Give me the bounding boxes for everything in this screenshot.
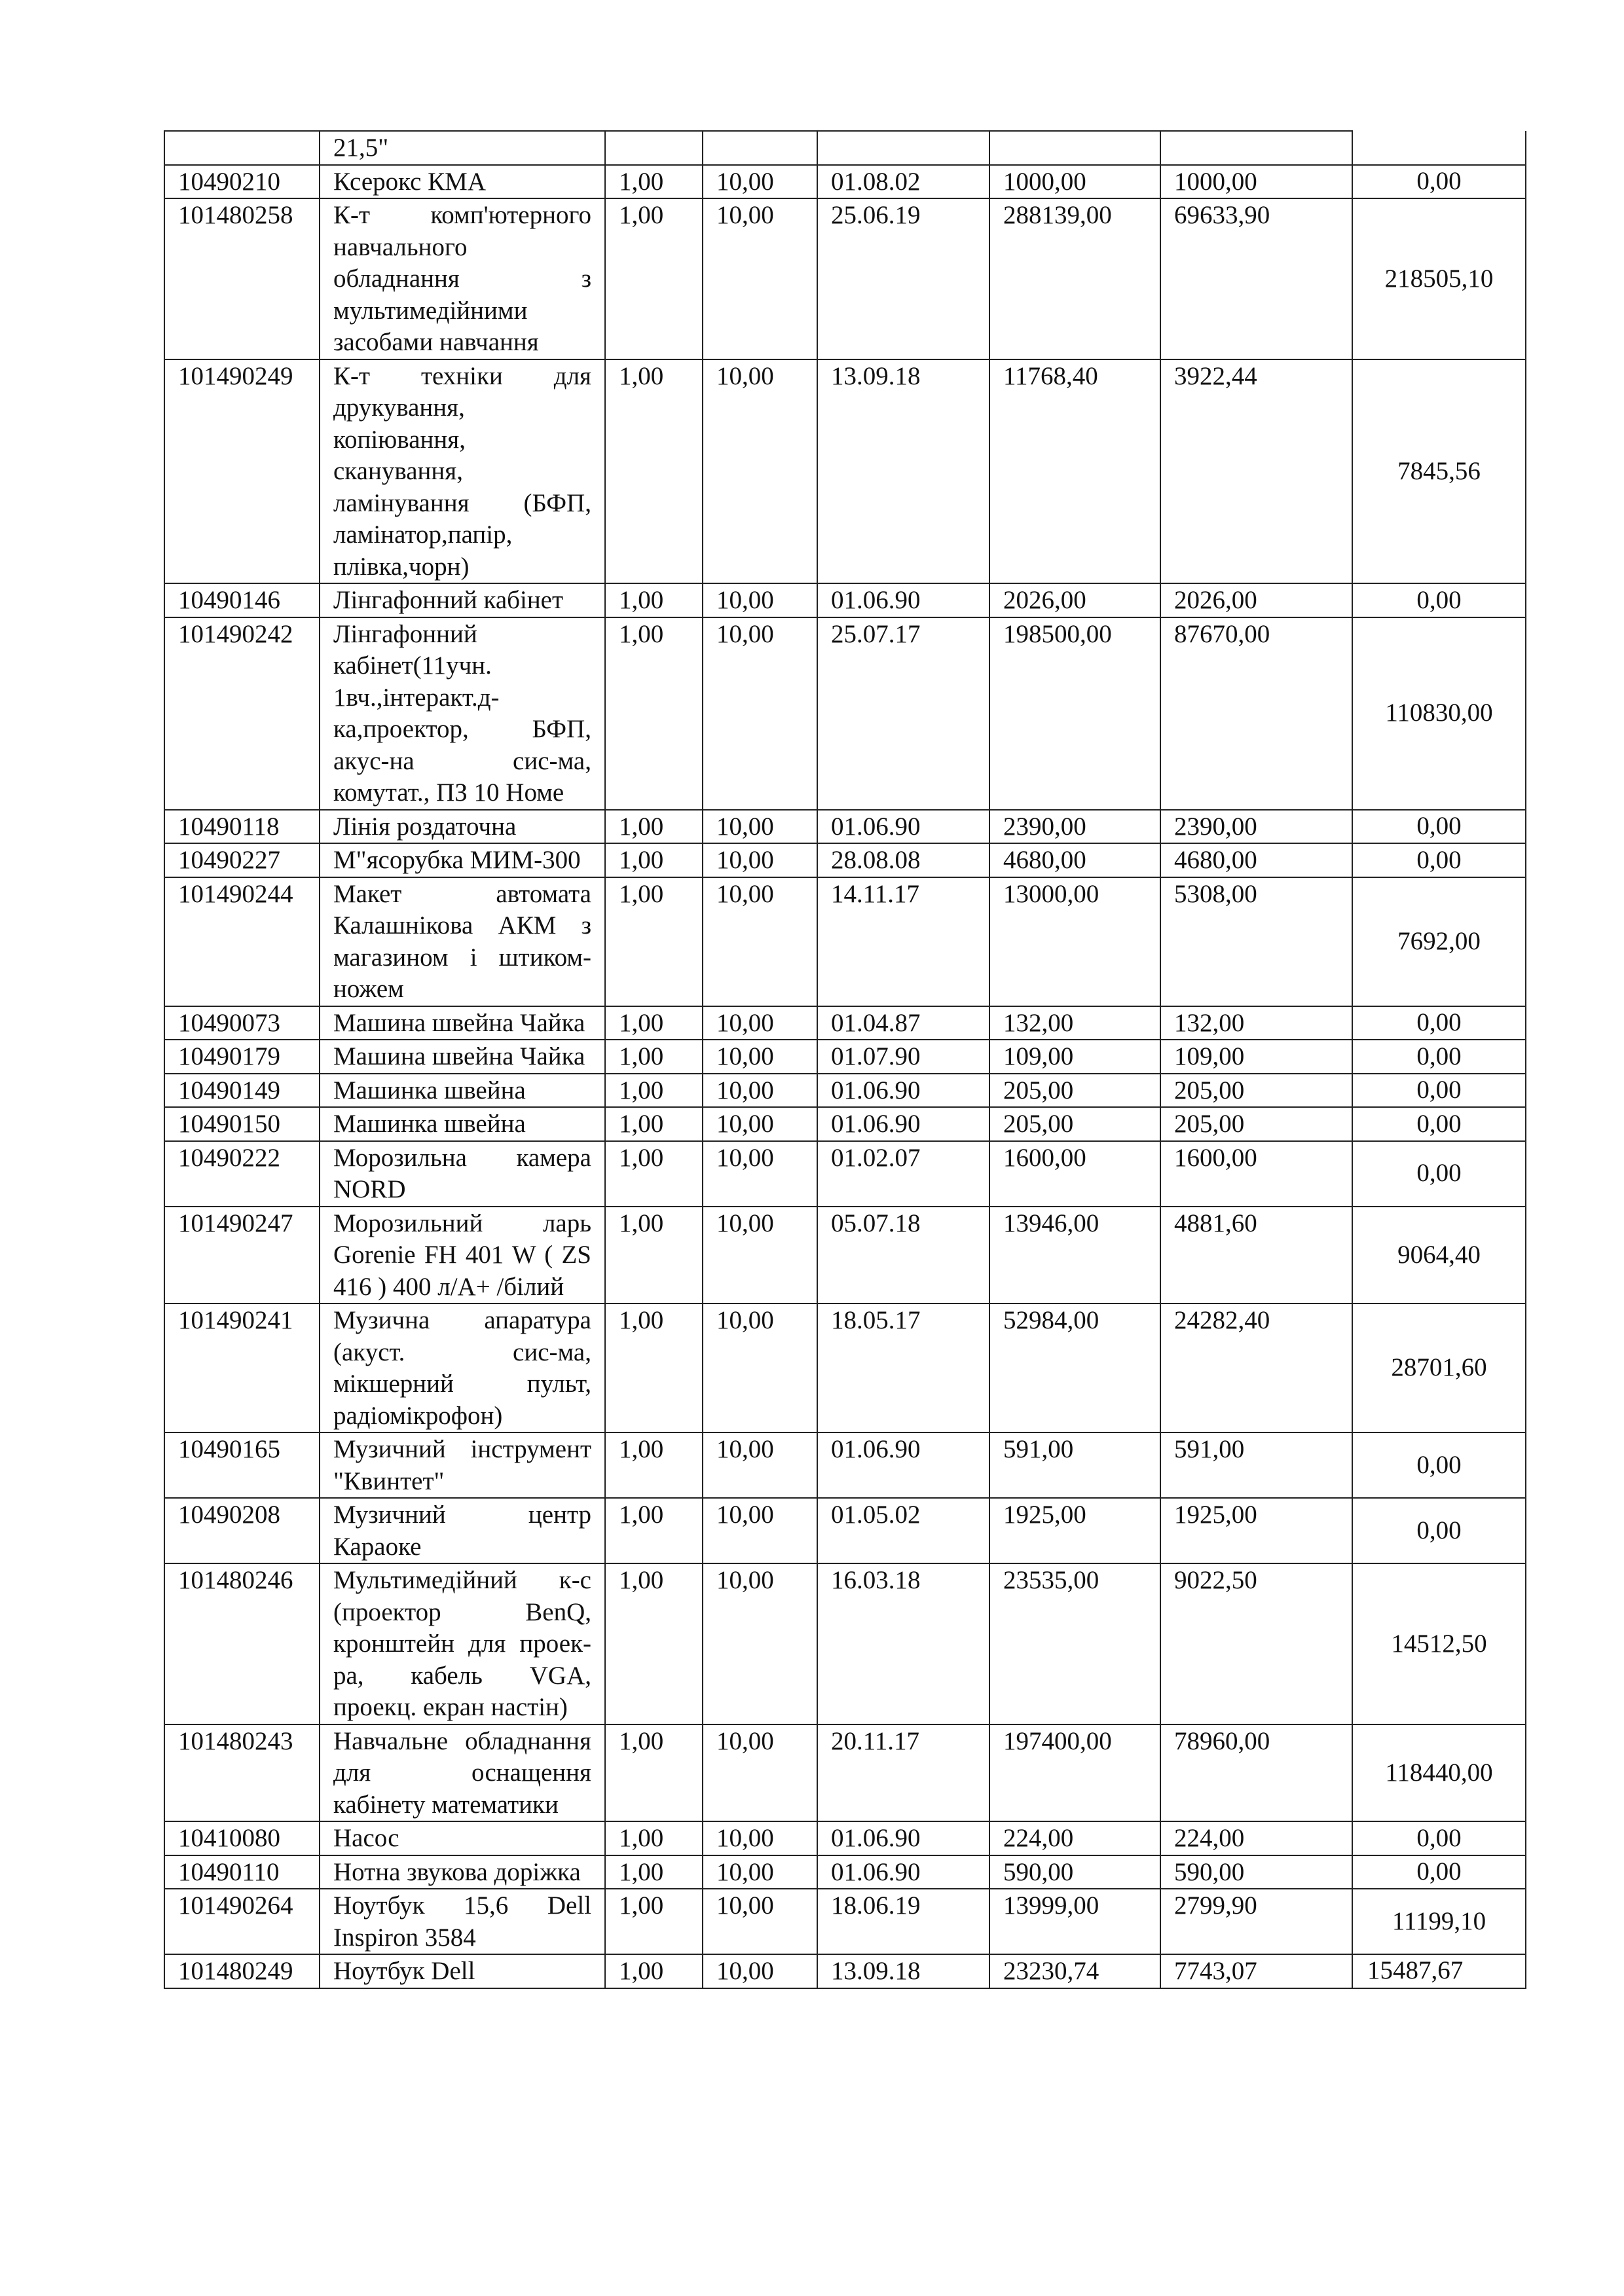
- quantity-cell: 1,00: [605, 1432, 703, 1498]
- residual-value-cell: 28701,60: [1352, 1303, 1526, 1432]
- depreciation-cell: 2390,00: [1160, 810, 1352, 844]
- inventory-code-cell: 101490241: [164, 1303, 320, 1432]
- quantity-cell: 1,00: [605, 165, 703, 199]
- table-row: [164, 1954, 1526, 1988]
- inventory-table-body: [164, 131, 1526, 1988]
- depreciation-cell: 591,00: [1160, 1432, 1352, 1498]
- residual-value-cell: 0,00: [1352, 165, 1526, 199]
- item-name-cell: Макет автомата Калашнікова АКМ з магазином і штиком-ножем: [320, 877, 605, 1006]
- inventory-code-cell: 101490247: [164, 1207, 320, 1304]
- table-row: [164, 165, 1526, 199]
- table-row: [164, 810, 1526, 844]
- wear-rate-cell: 10,00: [703, 1954, 817, 1988]
- wear-rate-cell: 10,00: [703, 1006, 817, 1040]
- item-name-cell: Морозильний ларь Gorenie FH 401 W ( ZS 416 ) 400 л/А+ /білий: [320, 1207, 605, 1304]
- quantity-cell: 1,00: [605, 1107, 703, 1141]
- commission-date-cell: 01.06.90: [817, 1107, 989, 1141]
- depreciation-cell: 2026,00: [1160, 583, 1352, 617]
- table-row: [164, 198, 1526, 359]
- inventory-code-cell: 10490222: [164, 1141, 320, 1207]
- commission-date-cell: 13.09.18: [817, 359, 989, 584]
- residual-value-cell: 0,00: [1352, 1432, 1526, 1498]
- depreciation-cell: 2799,90: [1160, 1889, 1352, 1954]
- wear-rate-cell: 10,00: [703, 843, 817, 877]
- inventory-code-cell: 101480243: [164, 1724, 320, 1822]
- residual-value-cell: 0,00: [1352, 843, 1526, 877]
- inventory-code-cell: 10410080: [164, 1821, 320, 1855]
- item-name-cell: Машина швейна Чайка: [320, 1006, 605, 1040]
- commission-date-cell: 16.03.18: [817, 1563, 989, 1724]
- quantity-cell: 1,00: [605, 1724, 703, 1822]
- quantity-cell: 1,00: [605, 1207, 703, 1304]
- depreciation-cell: 4881,60: [1160, 1207, 1352, 1304]
- quantity-cell: 1,00: [605, 359, 703, 584]
- wear-rate-cell: 10,00: [703, 583, 817, 617]
- wear-rate-cell: 10,00: [703, 198, 817, 359]
- table-row: [164, 1141, 1526, 1207]
- initial-cost-cell: 13946,00: [989, 1207, 1160, 1304]
- initial-cost-cell: 591,00: [989, 1432, 1160, 1498]
- wear-rate-cell: 10,00: [703, 1724, 817, 1822]
- depreciation-cell: 78960,00: [1160, 1724, 1352, 1822]
- initial-cost-cell: 23535,00: [989, 1563, 1160, 1724]
- item-name-cell: М"ясорубка МИМ-300: [320, 843, 605, 877]
- quantity-cell: [605, 131, 703, 165]
- depreciation-cell: 590,00: [1160, 1855, 1352, 1889]
- quantity-cell: 1,00: [605, 1006, 703, 1040]
- quantity-cell: 1,00: [605, 1889, 703, 1954]
- initial-cost-cell: 1600,00: [989, 1141, 1160, 1207]
- table-row: [164, 131, 1526, 165]
- item-name-cell: Машинка швейна: [320, 1107, 605, 1141]
- item-name-cell: Лінія роздаточна: [320, 810, 605, 844]
- depreciation-cell: 4680,00: [1160, 843, 1352, 877]
- residual-value-cell: 14512,50: [1352, 1563, 1526, 1724]
- inventory-code-cell: [164, 131, 320, 165]
- residual-value-cell: 11199,10: [1352, 1889, 1526, 1954]
- inventory-code-cell: 10490110: [164, 1855, 320, 1889]
- quantity-cell: 1,00: [605, 1855, 703, 1889]
- inventory-code-cell: 101480258: [164, 198, 320, 359]
- initial-cost-cell: 197400,00: [989, 1724, 1160, 1822]
- quantity-cell: 1,00: [605, 1821, 703, 1855]
- quantity-cell: 1,00: [605, 877, 703, 1006]
- inventory-code-cell: 10490118: [164, 810, 320, 844]
- commission-date-cell: 01.07.90: [817, 1040, 989, 1074]
- quantity-cell: 1,00: [605, 1141, 703, 1207]
- table-row: [164, 1821, 1526, 1855]
- table-row: [164, 1724, 1526, 1822]
- inventory-code-cell: 10490149: [164, 1074, 320, 1108]
- wear-rate-cell: 10,00: [703, 877, 817, 1006]
- initial-cost-cell: 590,00: [989, 1855, 1160, 1889]
- initial-cost-cell: 198500,00: [989, 617, 1160, 810]
- residual-value-cell: 0,00: [1352, 1040, 1526, 1074]
- depreciation-cell: 7743,07: [1160, 1954, 1352, 1988]
- commission-date-cell: 01.05.02: [817, 1498, 989, 1563]
- table-row: [164, 1040, 1526, 1074]
- wear-rate-cell: 10,00: [703, 1821, 817, 1855]
- initial-cost-cell: 1925,00: [989, 1498, 1160, 1563]
- residual-value-cell: 0,00: [1352, 810, 1526, 844]
- wear-rate-cell: 10,00: [703, 810, 817, 844]
- depreciation-cell: 1925,00: [1160, 1498, 1352, 1563]
- depreciation-cell: 24282,40: [1160, 1303, 1352, 1432]
- initial-cost-cell: 205,00: [989, 1107, 1160, 1141]
- item-name-cell: Музичний центр Караоке: [320, 1498, 605, 1563]
- initial-cost-cell: 109,00: [989, 1040, 1160, 1074]
- initial-cost-cell: 4680,00: [989, 843, 1160, 877]
- item-name-cell: Ноутбук Dell: [320, 1954, 605, 1988]
- depreciation-cell: [1160, 131, 1352, 165]
- quantity-cell: 1,00: [605, 1303, 703, 1432]
- initial-cost-cell: 1000,00: [989, 165, 1160, 199]
- item-name-cell: Музичний інструмент "Квинтет": [320, 1432, 605, 1498]
- wear-rate-cell: [703, 131, 817, 165]
- table-row: [164, 1889, 1526, 1954]
- commission-date-cell: 13.09.18: [817, 1954, 989, 1988]
- quantity-cell: 1,00: [605, 1954, 703, 1988]
- quantity-cell: 1,00: [605, 1074, 703, 1108]
- initial-cost-cell: 288139,00: [989, 198, 1160, 359]
- inventory-code-cell: 10490179: [164, 1040, 320, 1074]
- commission-date-cell: 01.08.02: [817, 165, 989, 199]
- item-name-cell: Ксерокс КМА: [320, 165, 605, 199]
- item-name-cell: Ноутбук 15,6 Dell Inspiron 3584: [320, 1889, 605, 1954]
- initial-cost-cell: 2390,00: [989, 810, 1160, 844]
- wear-rate-cell: 10,00: [703, 1855, 817, 1889]
- inventory-table: [164, 130, 1526, 1989]
- table-row: [164, 877, 1526, 1006]
- wear-rate-cell: 10,00: [703, 1498, 817, 1563]
- wear-rate-cell: 10,00: [703, 1040, 817, 1074]
- commission-date-cell: 25.06.19: [817, 198, 989, 359]
- residual-value-cell: 0,00: [1352, 1107, 1526, 1141]
- commission-date-cell: 18.06.19: [817, 1889, 989, 1954]
- initial-cost-cell: 205,00: [989, 1074, 1160, 1108]
- initial-cost-cell: 52984,00: [989, 1303, 1160, 1432]
- item-name-cell: К-т техніки для друкування, копіювання, сканування, ламінування (БФП, ламінатор,папір, плівка,чорн): [320, 359, 605, 584]
- residual-value-cell: 0,00: [1352, 1821, 1526, 1855]
- quantity-cell: 1,00: [605, 1040, 703, 1074]
- wear-rate-cell: 10,00: [703, 1432, 817, 1498]
- inventory-code-cell: 10490150: [164, 1107, 320, 1141]
- residual-value-cell: 0,00: [1352, 1855, 1526, 1889]
- initial-cost-cell: 224,00: [989, 1821, 1160, 1855]
- table-row: [164, 583, 1526, 617]
- item-name-cell: Морозильна камера NORD: [320, 1141, 605, 1207]
- residual-value-cell: 0,00: [1352, 1141, 1526, 1207]
- table-row: [164, 1074, 1526, 1108]
- table-row: [164, 843, 1526, 877]
- depreciation-cell: 1600,00: [1160, 1141, 1352, 1207]
- wear-rate-cell: 10,00: [703, 617, 817, 810]
- depreciation-cell: 9022,50: [1160, 1563, 1352, 1724]
- item-name-cell: К-т комп'ютерного навчального обладнання з мультимедійними засобами навчання: [320, 198, 605, 359]
- table-row: [164, 359, 1526, 584]
- residual-value-cell: 110830,00: [1352, 617, 1526, 810]
- depreciation-cell: 109,00: [1160, 1040, 1352, 1074]
- initial-cost-cell: 13999,00: [989, 1889, 1160, 1954]
- initial-cost-cell: 23230,74: [989, 1954, 1160, 1988]
- residual-value-cell: 0,00: [1352, 1006, 1526, 1040]
- depreciation-cell: 5308,00: [1160, 877, 1352, 1006]
- residual-value-cell: 7845,56: [1352, 359, 1526, 584]
- residual-value-cell: 15487,67: [1352, 1954, 1526, 1988]
- inventory-code-cell: 101490242: [164, 617, 320, 810]
- initial-cost-cell: 11768,40: [989, 359, 1160, 584]
- commission-date-cell: 01.06.90: [817, 1855, 989, 1889]
- commission-date-cell: 20.11.17: [817, 1724, 989, 1822]
- inventory-code-cell: 10490227: [164, 843, 320, 877]
- commission-date-cell: 01.06.90: [817, 1432, 989, 1498]
- residual-value-cell: 0,00: [1352, 583, 1526, 617]
- table-row: [164, 617, 1526, 810]
- item-name-cell: Лінгафонний кабінет: [320, 583, 605, 617]
- depreciation-cell: 87670,00: [1160, 617, 1352, 810]
- inventory-code-cell: 101480249: [164, 1954, 320, 1988]
- item-name-cell: Лінгафонний кабінет(11учн. 1вч.,інтеракт.д-ка,проектор, БФП, акус-на сис-ма, комутат., ПЗ 10 Номе: [320, 617, 605, 810]
- depreciation-cell: 224,00: [1160, 1821, 1352, 1855]
- commission-date-cell: 14.11.17: [817, 877, 989, 1006]
- wear-rate-cell: 10,00: [703, 1141, 817, 1207]
- inventory-code-cell: 10490146: [164, 583, 320, 617]
- item-name-cell: Мультимедійний к-с (проектор BenQ, кронштейн для проек-ра, кабель VGA, проекц. екран настін): [320, 1563, 605, 1724]
- quantity-cell: 1,00: [605, 583, 703, 617]
- item-name-cell: Навчальне обладнання для оснащення кабінету математики: [320, 1724, 605, 1822]
- initial-cost-cell: [989, 131, 1160, 165]
- quantity-cell: 1,00: [605, 198, 703, 359]
- commission-date-cell: 18.05.17: [817, 1303, 989, 1432]
- initial-cost-cell: 13000,00: [989, 877, 1160, 1006]
- depreciation-cell: 205,00: [1160, 1074, 1352, 1108]
- wear-rate-cell: 10,00: [703, 1563, 817, 1724]
- item-name-cell: Музична апаратура (акуст. сис-ма, мікшерний пульт, радіомікрофон): [320, 1303, 605, 1432]
- initial-cost-cell: 2026,00: [989, 583, 1160, 617]
- commission-date-cell: 01.06.90: [817, 810, 989, 844]
- wear-rate-cell: 10,00: [703, 1074, 817, 1108]
- quantity-cell: 1,00: [605, 843, 703, 877]
- depreciation-cell: 132,00: [1160, 1006, 1352, 1040]
- commission-date-cell: 25.07.17: [817, 617, 989, 810]
- quantity-cell: 1,00: [605, 1498, 703, 1563]
- residual-value-cell: 0,00: [1352, 1074, 1526, 1108]
- wear-rate-cell: 10,00: [703, 1889, 817, 1954]
- commission-date-cell: 01.06.90: [817, 1821, 989, 1855]
- inventory-code-cell: 101490264: [164, 1889, 320, 1954]
- wear-rate-cell: 10,00: [703, 165, 817, 199]
- inventory-code-cell: 10490073: [164, 1006, 320, 1040]
- table-row: [164, 1107, 1526, 1141]
- table-row: [164, 1563, 1526, 1724]
- item-name-cell: Машинка швейна: [320, 1074, 605, 1108]
- commission-date-cell: 01.04.87: [817, 1006, 989, 1040]
- inventory-code-cell: 10490165: [164, 1432, 320, 1498]
- wear-rate-cell: 10,00: [703, 1303, 817, 1432]
- inventory-code-cell: 101490244: [164, 877, 320, 1006]
- inventory-code-cell: 10490210: [164, 165, 320, 199]
- wear-rate-cell: 10,00: [703, 1107, 817, 1141]
- commission-date-cell: 01.06.90: [817, 1074, 989, 1108]
- item-name-cell: Насос: [320, 1821, 605, 1855]
- wear-rate-cell: 10,00: [703, 359, 817, 584]
- quantity-cell: 1,00: [605, 617, 703, 810]
- depreciation-cell: 205,00: [1160, 1107, 1352, 1141]
- item-name-cell: Нотна звукова доріжка: [320, 1855, 605, 1889]
- residual-value-cell: 9064,40: [1352, 1207, 1526, 1304]
- residual-value-cell: 0,00: [1352, 1498, 1526, 1563]
- residual-value-cell: [1352, 131, 1526, 165]
- depreciation-cell: 69633,90: [1160, 198, 1352, 359]
- quantity-cell: 1,00: [605, 810, 703, 844]
- inventory-code-cell: 101490249: [164, 359, 320, 584]
- inventory-code-cell: 101480246: [164, 1563, 320, 1724]
- commission-date-cell: 01.06.90: [817, 583, 989, 617]
- table-row: [164, 1432, 1526, 1498]
- depreciation-cell: 1000,00: [1160, 165, 1352, 199]
- inventory-code-cell: 10490208: [164, 1498, 320, 1563]
- wear-rate-cell: 10,00: [703, 1207, 817, 1304]
- residual-value-cell: 218505,10: [1352, 198, 1526, 359]
- commission-date-cell: [817, 131, 989, 165]
- commission-date-cell: 01.02.07: [817, 1141, 989, 1207]
- table-row: [164, 1498, 1526, 1563]
- initial-cost-cell: 132,00: [989, 1006, 1160, 1040]
- commission-date-cell: 28.08.08: [817, 843, 989, 877]
- table-row: [164, 1006, 1526, 1040]
- residual-value-cell: 118440,00: [1352, 1724, 1526, 1822]
- quantity-cell: 1,00: [605, 1563, 703, 1724]
- commission-date-cell: 05.07.18: [817, 1207, 989, 1304]
- table-row: [164, 1855, 1526, 1889]
- table-row: [164, 1303, 1526, 1432]
- item-name-cell: 21,5": [320, 131, 605, 165]
- item-name-cell: Машина швейна Чайка: [320, 1040, 605, 1074]
- table-row: [164, 1207, 1526, 1304]
- depreciation-cell: 3922,44: [1160, 359, 1352, 584]
- residual-value-cell: 7692,00: [1352, 877, 1526, 1006]
